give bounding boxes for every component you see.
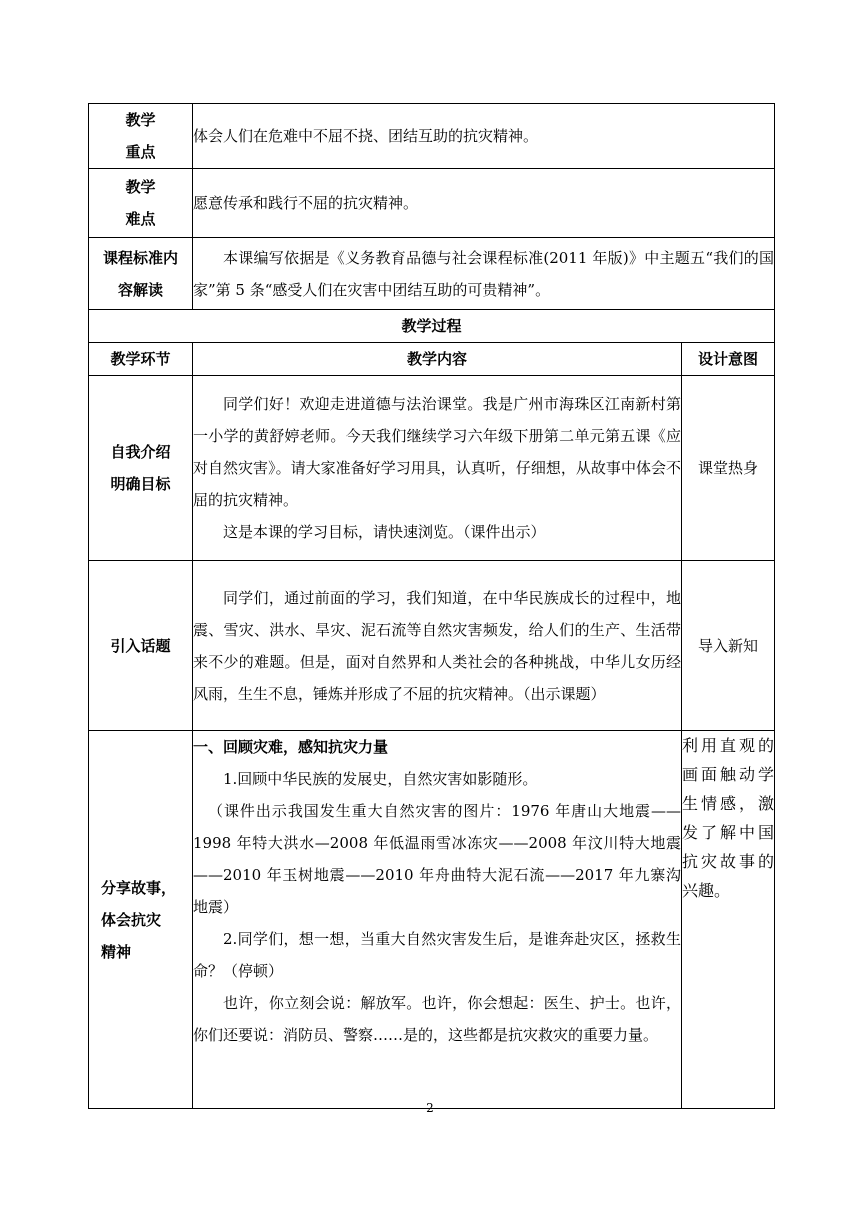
step-intent: 课堂热身 [682, 376, 775, 561]
curriculum-standard-label [89, 238, 193, 310]
step-row-intro [89, 376, 775, 561]
teaching-focus-row [89, 104, 775, 169]
content-paragraph: 同学们，通过前面的学习，我们知道，在中华民族成长的过程中，地震、雪灾、洪水、旱灾、泥石流等自然灾害频发，给人们的生产、生活带来不少的难题。但是，面对自然界和人类社会的各种挑战，中华儿女历经风雨，生生不息，锤炼并形成了不屈的抗灾精神。（出示课题） [193, 588, 681, 703]
label-line: 重点 [125, 143, 156, 161]
step-stage-label [89, 731, 193, 1109]
difficulty-text: 愿意传承和践行不屈的抗灾精神。 [193, 194, 419, 212]
header-stage: 教学环节 [89, 343, 193, 376]
teaching-difficulty-label [89, 169, 193, 238]
header-content: 教学内容 [193, 343, 682, 376]
standard-text: 本课编写依据是《义务教育品德与社会课程标准(2011 年版)》中主题五“我们的国家”第 5 条“感受人们在灾害中团结互助的可贵精神”。 [193, 248, 775, 299]
content-paragraph: 1.回顾中华民族的发展史，自然灾害如影随形。 [223, 770, 538, 788]
label-line: 教学 [125, 178, 156, 196]
process-title: 教学过程 [89, 310, 775, 343]
step-intent: 导入新知 [682, 561, 775, 731]
label-line: 分享故事， [101, 878, 177, 897]
section-heading: 一、回顾灾难，感知抗灾力量 [193, 738, 389, 756]
content-paragraph: 同学们好！欢迎走进道德与法治课堂。我是广州市海珠区江南新村第一小学的黄舒婷老师。今天我们继续学习六年级下册第二单元第五课《应对自然灾害》。请大家准备好学习用具，认真听，仔细想，从故事中体会不屈的抗灾精神。 [193, 395, 681, 509]
teaching-focus-label [89, 104, 193, 169]
teaching-focus-content [193, 104, 775, 169]
step-row-stories [89, 731, 775, 1109]
label-line: 难点 [125, 210, 156, 228]
label-line: 容解读 [117, 280, 163, 299]
label-line: 明确目标 [110, 475, 171, 493]
label-line: 引入话题 [110, 636, 171, 655]
content-paragraph: 也许，你立刻会说：解放军。也许，你会想起：医生、护士。也许，你们还要说：消防员、警察……是的，这些都是抗灾救灾的重要力量。 [193, 994, 681, 1044]
curriculum-standard-content [193, 238, 775, 310]
header-intent: 设计意图 [682, 343, 775, 376]
step-content [193, 376, 682, 561]
step-content [193, 561, 682, 731]
label-line: 课程标准内 [102, 248, 178, 267]
curriculum-standard-row [89, 238, 775, 310]
step-stage-label [89, 376, 193, 561]
content-paragraph: 2.同学们，想一想，当重大自然灾害发生后，是谁奔赴灾区，拯救生命？（停顿） [193, 930, 681, 980]
process-header-row [89, 343, 775, 376]
label-line: 体会抗灾 [101, 910, 162, 929]
label-line: 自我介绍 [110, 443, 171, 461]
label-line: 精神 [101, 942, 132, 961]
step-stage-label [89, 561, 193, 731]
focus-text: 体会人们在危难中不屈不挠、团结互助的抗灾精神。 [193, 127, 539, 145]
content-paragraph: （课件出示我国发生重大自然灾害的图片：1976 年唐山大地震——1998 年特大洪水—2008 年低温雨雪冰冻灾——2008 年汶川特大地震——2010 年玉树地震——2010 年舟曲特大泥石流——2017 年九寨沟地震） [193, 802, 681, 916]
lesson-plan-table [88, 103, 775, 1109]
teaching-difficulty-row [89, 169, 775, 238]
step-intent: 利用直观的画面触动学生情感，激发了解中国抗灾故事的兴趣。 [682, 731, 775, 1109]
page-number: 2 [426, 1101, 434, 1115]
step-content [193, 731, 682, 1109]
process-title-row [89, 310, 775, 343]
label-line: 教学 [125, 111, 156, 129]
content-paragraph: 这是本课的学习目标，请快速浏览。（课件出示） [223, 523, 546, 541]
step-row-topic [89, 561, 775, 731]
teaching-difficulty-content [193, 169, 775, 238]
